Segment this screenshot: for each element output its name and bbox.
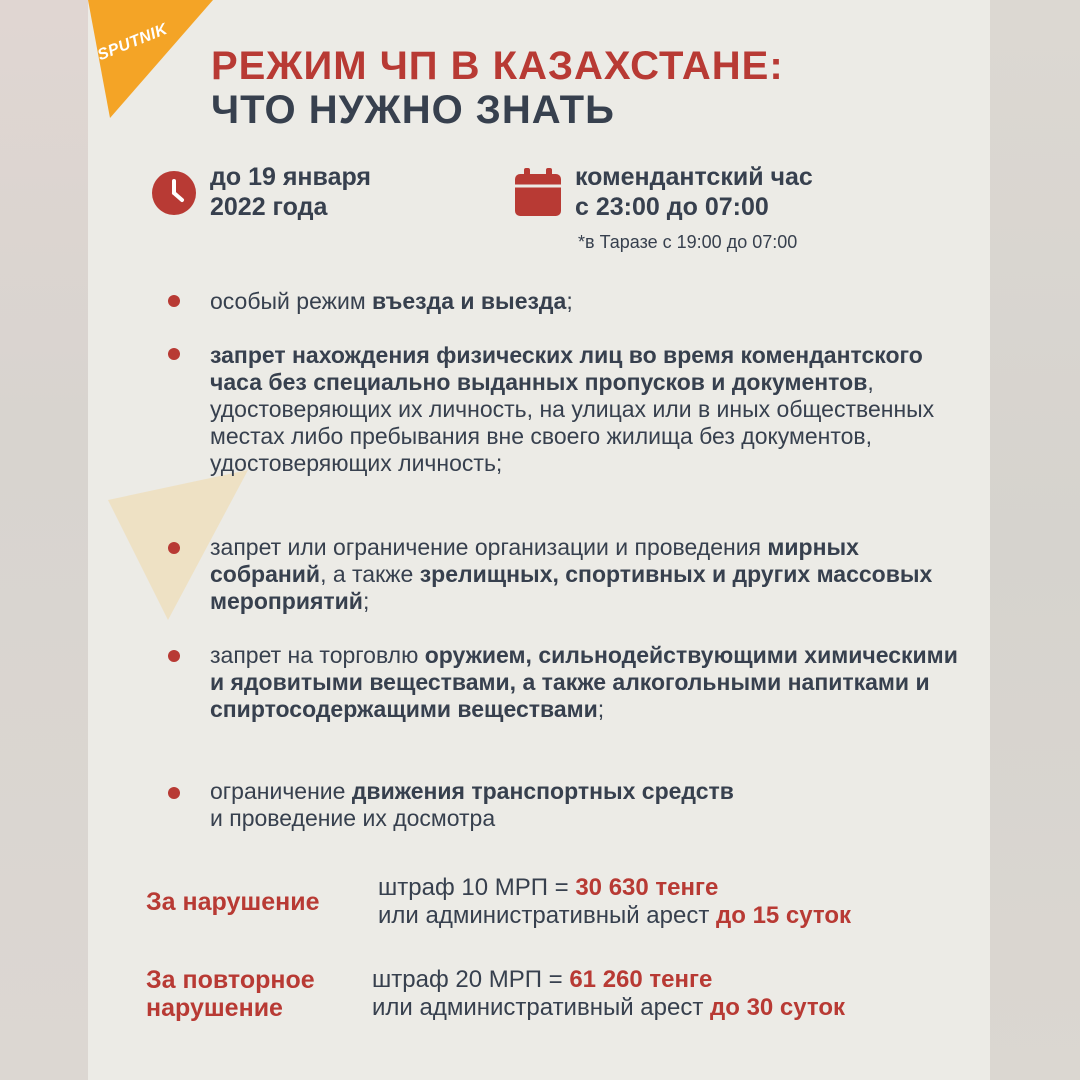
item-text: ; [566, 288, 573, 314]
list-item [210, 642, 970, 723]
item-text: , удостоверяющих их личность, на улицах или в иных общественных местах либо пребывания вне своего жилища без документов, удостоверяющих личность; [210, 369, 935, 476]
arrest-prefix: или административный арест [372, 994, 710, 1021]
penalty-label-line-1: За повторное [146, 966, 315, 994]
item-text: особый режим [210, 288, 373, 314]
item-text: , а также [320, 561, 420, 587]
item-bold-text: мирных собраний [210, 534, 859, 587]
fine-amount: 30 630 тенге [575, 874, 719, 901]
penalty-fine [372, 966, 712, 994]
list-item [210, 778, 970, 832]
logo-text: SPUTNIK [95, 20, 171, 65]
item-bold-text: оружием, сильнодействующими химическими и ядовитыми веществами, а также алкогольными напитками и спиртосодержащими веществами [210, 642, 958, 722]
list-item [210, 342, 970, 477]
penalty-label: За нарушение [146, 888, 320, 916]
item-bold-text: зрелищных, спортивных и других массовых мероприятий [210, 561, 933, 614]
curfew-note: *в Таразе с 19:00 до 07:00 [578, 232, 798, 252]
bullet-dot [168, 650, 180, 662]
penalty-fine [378, 874, 718, 902]
item-text: и проведение их досмотра [210, 805, 496, 831]
item-bold-text: въезда и выезда [372, 288, 567, 314]
title-line-1: РЕЖИМ ЧП В КАЗАХСТАНЕ: [211, 44, 784, 88]
penalty-arrest [372, 994, 845, 1022]
bullet-dot [168, 787, 180, 799]
item-text: ; [597, 696, 605, 722]
arrest-term: до 30 суток [710, 994, 846, 1021]
curfew-line-1: комендантский час [575, 163, 813, 191]
right-blurred-edge [990, 0, 1080, 1080]
item-text: ; [362, 588, 370, 614]
fine-amount: 61 260 тенге [569, 966, 713, 993]
sputnik-logo [88, 0, 218, 120]
bullet-dot [168, 542, 180, 554]
bullet-dot [168, 348, 180, 360]
fine-prefix: штраф 10 МРП = [378, 874, 576, 901]
item-text: запрет или ограничение организации и проведения [210, 534, 768, 560]
fine-prefix: штраф 20 МРП = [372, 966, 570, 993]
list-item [210, 534, 970, 615]
item-bold-text: запрет нахождения физических лиц во время комендантского часа без специально выданных пропусков и документов [210, 342, 923, 395]
calendar-icon [515, 168, 561, 216]
infographic-card [88, 0, 990, 1080]
title-line-2: ЧТО НУЖНО ЗНАТЬ [211, 88, 615, 132]
item-text: ограничение [210, 778, 352, 804]
arrest-prefix: или административный арест [378, 902, 716, 929]
period-line-1: до 19 января [210, 163, 371, 191]
clock-icon [151, 170, 197, 216]
left-blurred-edge [0, 0, 88, 1080]
penalty-arrest [378, 902, 851, 930]
period-line-2: 2022 года [210, 193, 328, 221]
item-text: запрет на торговлю [210, 642, 425, 668]
arrest-term: до 15 суток [716, 902, 852, 929]
list-item [210, 288, 970, 315]
penalty-label-line-2: нарушение [146, 994, 283, 1022]
curfew-line-2: с 23:00 до 07:00 [575, 193, 769, 221]
item-bold-text: движения транспортных средств [351, 778, 734, 804]
bullet-dot [168, 295, 180, 307]
